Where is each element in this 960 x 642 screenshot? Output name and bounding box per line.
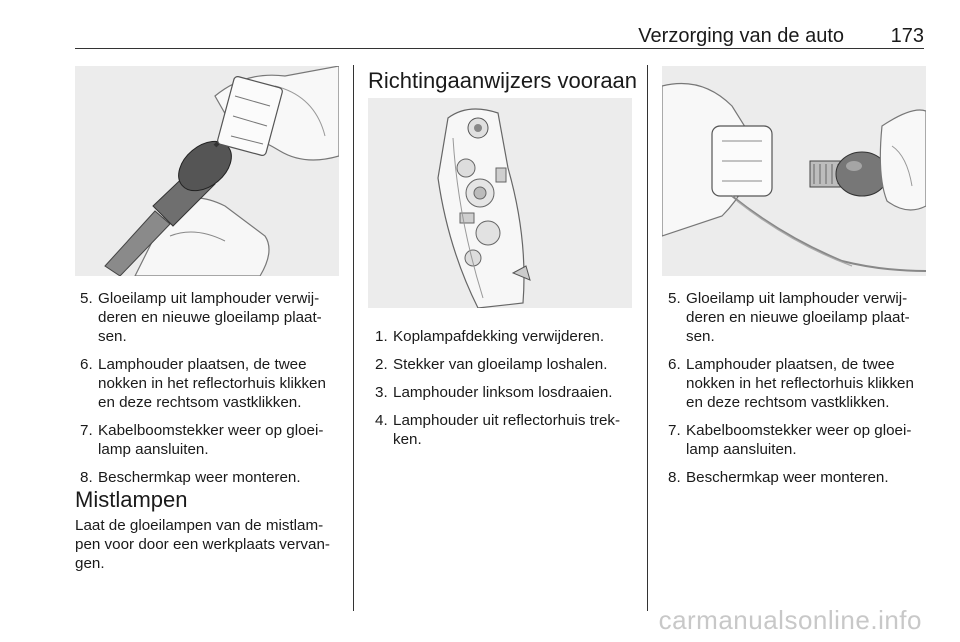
step-number: 6. [80, 356, 93, 373]
step-number: 1. [375, 328, 388, 345]
list-item [375, 383, 637, 402]
header-title: Verzorging van de auto [638, 25, 844, 47]
step-number: 6. [668, 356, 681, 373]
step-text: Beschermkap weer monteren. [686, 469, 889, 486]
left-step-list [80, 289, 342, 496]
step-number: 8. [80, 469, 93, 486]
halogen-bulb-illustration [75, 66, 339, 276]
watermark: carmanualsonline.info [658, 605, 922, 635]
column-divider-right [647, 65, 648, 611]
list-item [375, 327, 637, 346]
step-text: Beschermkap weer monteren. [98, 469, 301, 486]
step-number: 7. [668, 422, 681, 439]
list-item [375, 411, 637, 449]
step-number: 7. [80, 422, 93, 439]
step-number: 5. [668, 290, 681, 307]
step-number: 3. [375, 384, 388, 401]
section-heading-mistlampen: Mistlampen [75, 487, 188, 512]
list-item [668, 355, 930, 412]
list-item [668, 468, 930, 487]
list-item [80, 289, 342, 346]
page-number: 173 [890, 25, 924, 47]
list-item [668, 421, 930, 459]
headlamp-housing-illustration [368, 98, 632, 308]
section-heading-richtingaanwijzers: Richtingaanwijzers vooraan [368, 68, 638, 93]
turn-signal-bulb-illustration [662, 66, 926, 276]
step-number: 5. [80, 290, 93, 307]
middle-step-list [375, 327, 637, 458]
step-text: Gloeilamp uit lamphouder verwij-deren en nieuwe gloeilamp plaat-sen. [686, 290, 910, 345]
column-divider-left [353, 65, 354, 611]
list-item [668, 289, 930, 346]
step-number: 4. [375, 412, 388, 429]
step-number: 8. [668, 469, 681, 486]
list-item [375, 355, 637, 374]
page-header [75, 22, 924, 49]
step-text: Lamphouder uit reflectorhuis trek-ken. [393, 412, 621, 448]
mistlampen-text: Laat de gloeilampen van de mistlam-pen voor door een werkplaats vervan-gen. [75, 517, 330, 572]
list-item [80, 421, 342, 459]
step-text: Lamphouder linksom losdraaien. [393, 384, 613, 401]
step-text: Lamphouder plaatsen, de twee nokken in het reflectorhuis klikken en deze rechtsom vastklikken. [686, 356, 914, 411]
list-item [80, 355, 342, 412]
step-text: Lamphouder plaatsen, de twee nokken in het reflectorhuis klikken en deze rechtsom vastklikken. [98, 356, 326, 411]
step-text: Kabelboomstekker weer op gloei-lamp aansluiten. [686, 422, 912, 458]
right-step-list [668, 289, 930, 496]
step-text: Koplampafdekking verwijderen. [393, 328, 605, 345]
step-number: 2. [375, 356, 388, 373]
step-text: Kabelboomstekker weer op gloei-lamp aansluiten. [98, 422, 324, 458]
list-item [80, 468, 342, 487]
step-text: Stekker van gloeilamp loshalen. [393, 356, 608, 373]
step-text: Gloeilamp uit lamphouder verwij-deren en nieuwe gloeilamp plaat-sen. [98, 290, 322, 345]
